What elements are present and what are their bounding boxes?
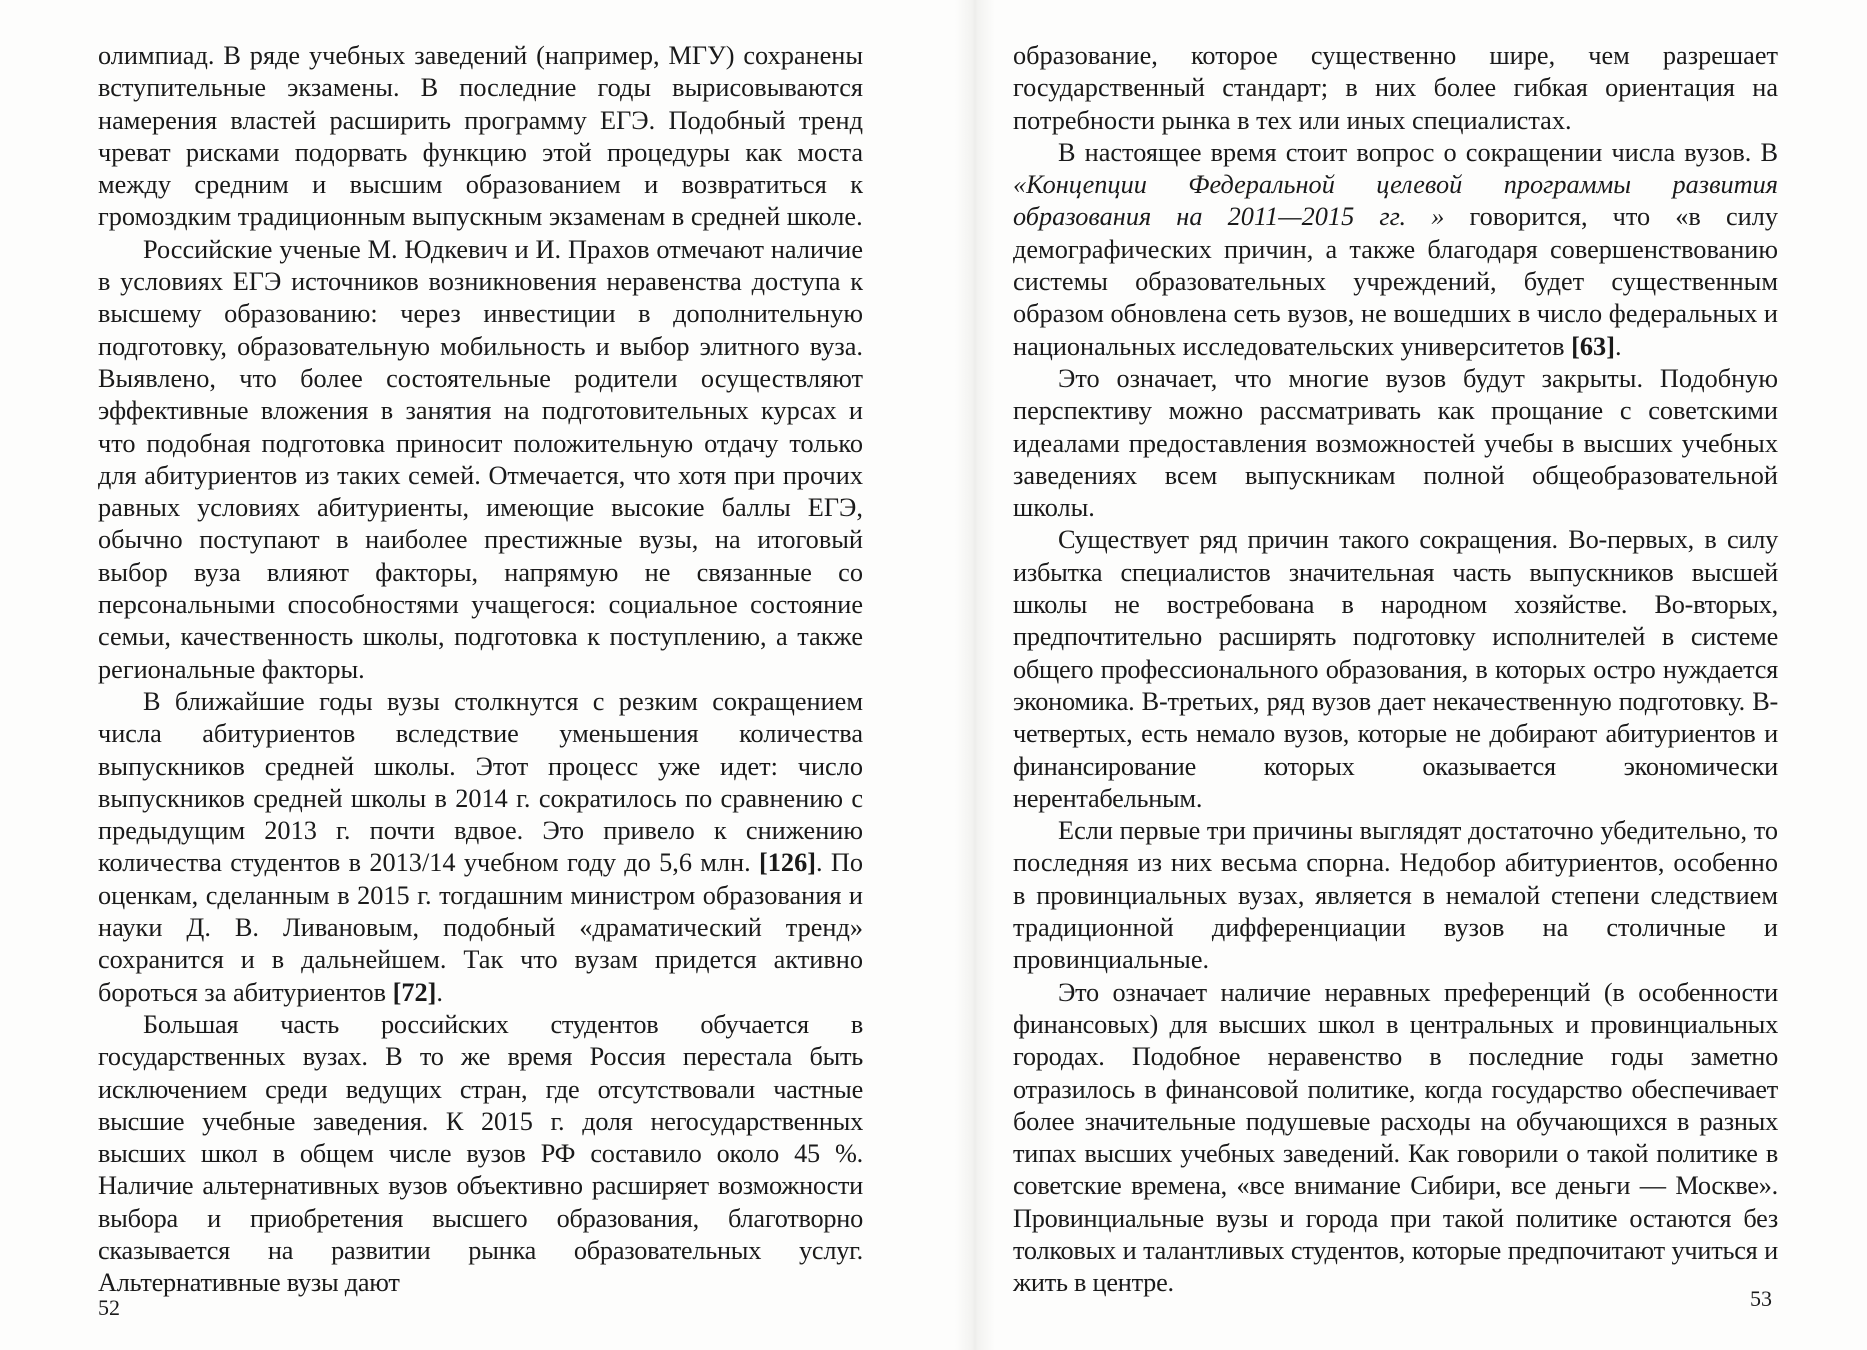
left-page bbox=[98, 40, 863, 1298]
left-paragraph-2: Российские ученые М. Юдкевич и И. Прахов отмечают наличие в условиях ЕГЭ источников возникновения неравенства доступа к высшему образованию: через инвестиции в дополнительную подготовку, образовательную мобильность и выбор элитного вуза. Выявлено, что более состоятельные родители осуществляют эффективные вложения в занятия на подготовительных курсах и что подобная подготовка приносит положительную отдачу только для абитуриентов из таких семей. Отмечается, что хотя при прочих равных условиях абитуриенты, имеющие высокие баллы ЕГЭ, обычно поступают в наиболее престижные вузы, на итоговый выбор вуза влияют факторы, напрямую не связанные со персональными способностями учащегося: социальное состояние семьи, качественность школы, подготовка к поступлению, а также региональные факторы. bbox=[98, 234, 863, 684]
citation-ref: [126] bbox=[759, 848, 816, 878]
paragraph-text: В ближайшие годы вузы столкнутся с резким сокращением числа абитуриентов вследствие уменьшения количества выпускников средней школы. Этот процесс уже идет: число выпускников средней школы в 2014 г. сократилось по сравнению с предыдущим 2013 г. почти вдвое. Это привело к снижению количества студентов в 2013/14 учебном году до 5,6 млн. bbox=[98, 686, 863, 878]
left-paragraph-4: Большая часть российских студентов обучается в государственных вузах. В то же время Россия перестала быть исключением среди ведущих стран, где отсутствовали частные высшие учебные заведения. К 2015 г. доля негосударственных высших школ в общем числе вузов РФ составило около 45 %. Наличие альтернативных вузов объективно расширяет возможности выбора и приобретения высшего образования, благотворно сказывается на развитии рынка образовательных услуг. Альтернативные вузы дают bbox=[98, 1009, 863, 1298]
right-paragraph-3: Это означает, что многие вузов будут закрыты. Подобную перспективу можно рассматривать как прощание с советскими идеалами предоставления возможностей учебы в высших учебных заведениях всем выпускникам полной общеобразовательной школы. bbox=[1013, 363, 1778, 523]
left-page-number: 52 bbox=[98, 1295, 120, 1320]
paragraph-text: . bbox=[1614, 331, 1622, 361]
paragraph-text: . По оценкам, сделанным в 2015 г. тогдашним министром образования и науки Д. В. Ливановым, подобный «драматический тренд» сохранится и в дальнейшем. Так что вузам придется активно бороться за абитуриентов bbox=[98, 848, 863, 1007]
right-paragraph-6: Это означает наличие неравных преференций (в особенности финансовых) для высших школ в центральных и провинциальных городах. Подобное неравенство в последние годы заметно отразилось в финансовой политике, когда государство обеспечивает более значительные подушевые расходы на обучающихся в разных типах высших учебных заведений. Как говорили о такой политике в советские времена, «все внимание Сибири, все деньги — Москве». Провинциальные вузы и города при такой политике остаются без толковых и талантливых студентов, которые предпочитают учиться и жить в центре. bbox=[1013, 977, 1778, 1298]
right-paragraph-4: Существует ряд причин такого сокращения. Во-первых, в силу избытка специалистов значительная часть выпускников высшей школы не востребована в народном хозяйстве. Во-вторых, предпочтительно расширять подготовку исполнителей в системе общего профессионального образования, в которых остро нуждается экономика. В-третьих, ряд вузов дает некачественную подготовку. В-четвертых, есть немало вузов, которые не добирают абитуриентов и финансирование которых оказывается экономически нерентабельным. bbox=[1013, 525, 1778, 813]
citation-ref: [72] bbox=[392, 977, 437, 1007]
left-paragraph-1: олимпиад. В ряде учебных заведений (например, МГУ) сохранены вступительные экзамены. В последние годы вырисовываются намерения властей расширить программу ЕГЭ. Подобный тренд чреват рисками подорвать функцию этой процедуры как моста между средним и высшим образованием и возвратиться к громоздким традиционным выпускным экзаменам в средней школе. bbox=[98, 41, 863, 232]
book-gutter bbox=[955, 0, 995, 1350]
paragraph-text: говорится, что «в силу демографических причин, а также благодаря совершенствованию системы образовательных учреждений, будет существенным образом обновлена сеть вузов, не вошедших в число федеральных и национальных исследовательских университетов bbox=[1013, 202, 1778, 361]
right-page bbox=[1013, 40, 1778, 1298]
paragraph-text: В настоящее время стоит вопрос о сокращении числа вузов. В bbox=[1058, 137, 1778, 167]
document-title: «Концепции Федеральной целевой программы развития образования на 2011—2015 гг. » bbox=[1013, 170, 1778, 232]
right-paragraph-1: образование, которое существенно шире, чем разрешает государственный стандарт; в них более гибкая ориентация на потребности рынка в тех или иных специалистах. bbox=[1013, 41, 1778, 135]
paragraph-text: . bbox=[436, 977, 443, 1007]
right-paragraph-2 bbox=[1013, 137, 1778, 363]
citation-ref: [63] bbox=[1571, 331, 1615, 361]
left-paragraph-3 bbox=[98, 686, 863, 1009]
right-page-number: 53 bbox=[1750, 1286, 1772, 1311]
right-paragraph-5: Если первые три причины выглядят достаточно убедительно, то последняя из них весьма спорна. Недобор абитуриентов, особенно в провинциальных вузах, является в немалой степени следствием традиционной дифференциации вузов на столичные и провинциальные. bbox=[1013, 816, 1778, 975]
